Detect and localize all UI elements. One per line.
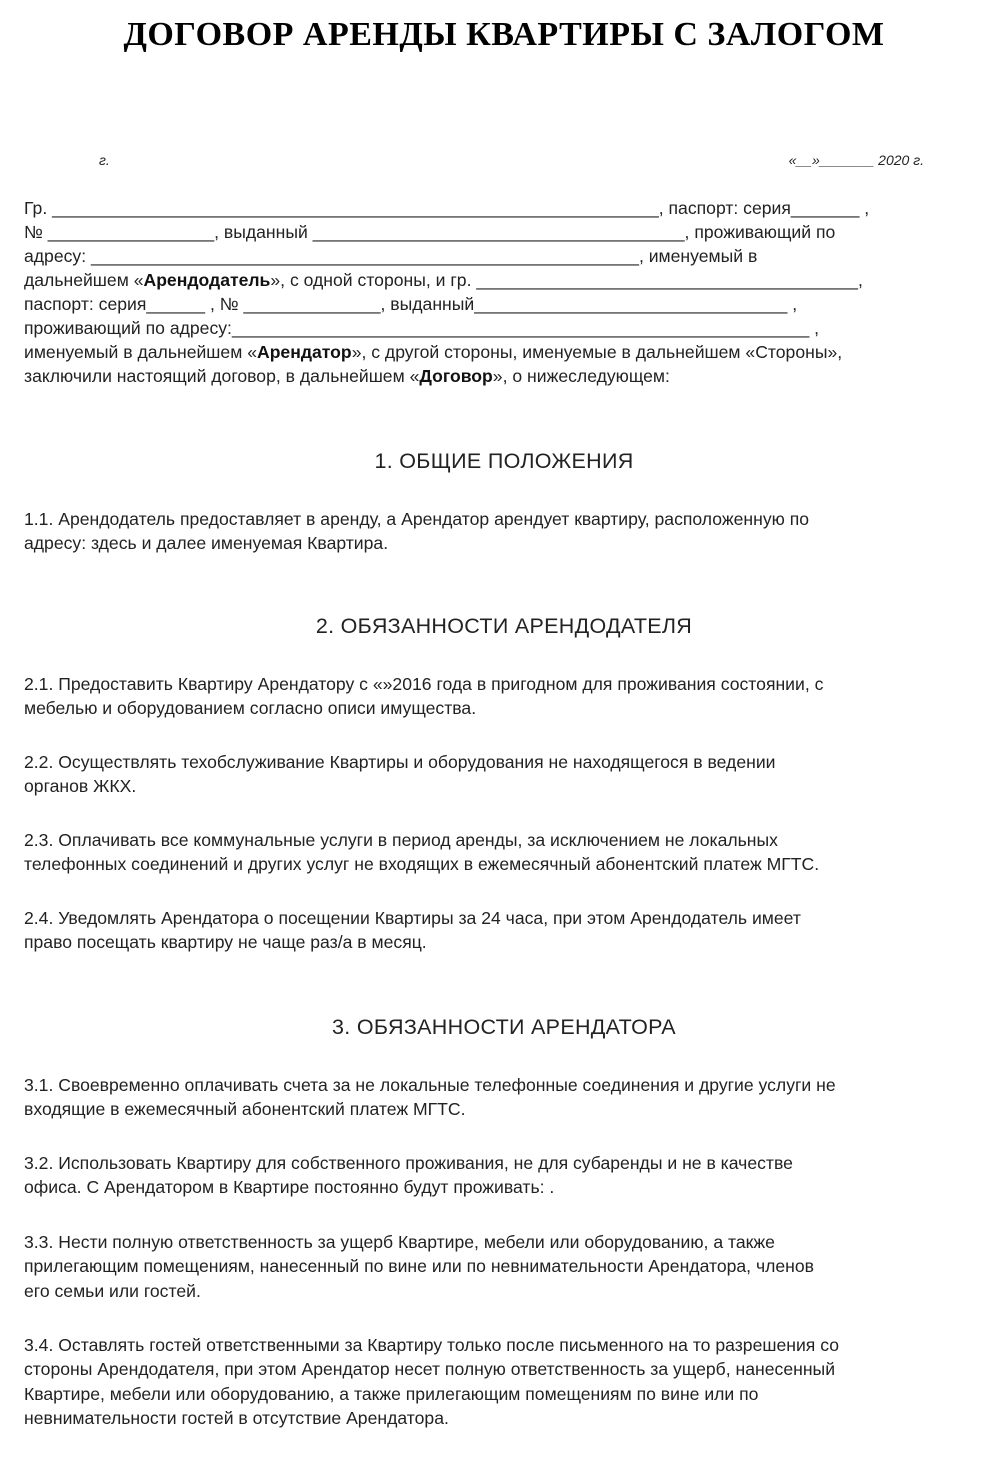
text-segment: дальнейшем « [24, 270, 144, 290]
clause-line: Квартире, мебели или оборудованию, а также прилегающим помещениям по вине или по [24, 1383, 759, 1404]
clause-3-4 [24, 1333, 994, 1430]
clause-line: адресу: здесь и далее именуемая Квартира. [24, 533, 389, 554]
parties-line [24, 268, 992, 292]
clause-3-1 [24, 1073, 994, 1122]
clause-line: офиса. С Арендатором в Квартире постоянно будут проживать: . [24, 1177, 555, 1198]
parties-line: Гр. ______________________________________________________________, паспорт: серия_______ , [24, 198, 870, 218]
clause-line: прилегающим помещениям, нанесенный по вине или по невнимательности Арендатора, членов [24, 1256, 815, 1277]
clause-line: 3.2. Использовать Квартиру для собственного проживания, не для субаренды и не в качестве [24, 1153, 793, 1173]
clause-line: невнимательности гостей в отсутствие Арендатора. [24, 1407, 449, 1428]
clause-2-1 [24, 672, 994, 721]
clause-line: 1.1. Арендодатель предоставляет в аренду, а Арендатор арендует квартиру, расположенную по [24, 509, 810, 529]
clause-line: стороны Арендодателя, при этом Арендатор несет полную ответственность за ущерб, нанесенный [24, 1359, 836, 1380]
contract-term: Договор [419, 366, 493, 386]
clause-2-2 [24, 750, 994, 799]
tenant-term: Арендатор [256, 342, 352, 362]
section-heading-landlord-duties: 2. ОБЯЗАННОСТИ АРЕНДОДАТЕЛЯ [315, 614, 693, 638]
text-segment: », с одной стороны, и гр. _______________________________________, [270, 270, 863, 290]
clause-line: органов ЖКХ. [24, 776, 137, 797]
clause-line: 2.1. Предоставить Квартиру Арендатору с «»2016 года в пригодном для проживания состоянии, с [24, 674, 824, 694]
parties-line [24, 364, 992, 388]
place-field: г. [99, 152, 110, 168]
clause-line: телефонных соединений и других услуг не входящих в ежемесячный абонентский платеж МГТС. [24, 854, 820, 875]
section-heading-general: 1. ОБЩИЕ ПОЛОЖЕНИЯ [374, 449, 634, 473]
clause-3-2 [24, 1151, 994, 1200]
parties-line [24, 340, 992, 364]
date-field: «__»_______ 2020 г. [788, 152, 924, 168]
clause-line: 3.3. Нести полную ответственность за ущерб Квартире, мебели или оборудованию, а также [24, 1232, 775, 1252]
document-title: ДОГОВОР АРЕНДЫ КВАРТИРЫ С ЗАЛОГОМ [123, 16, 885, 53]
clause-line: 3.1. Своевременно оплачивать счета за не локальные телефонные соединения и другие услуги не [24, 1075, 836, 1095]
clause-3-3 [24, 1230, 994, 1303]
clause-line: 2.3. Оплачивать все коммунальные услуги в период аренды, за исключением не локальных [24, 830, 778, 850]
clause-line: 3.4. Оставлять гостей ответственными за Квартиру только после письменного на то разрешения со [24, 1335, 839, 1355]
clause-line: 2.4. Уведомлять Арендатора о посещении Квартиры за 24 часа, при этом Арендодатель имеет [24, 908, 801, 928]
text-segment: именуемый в дальнейшем « [24, 342, 257, 362]
clause-line: входящие в ежемесячный абонентский платеж МГТС. [24, 1099, 466, 1120]
clause-line: право посещать квартиру не чаще раз/а в месяц. [24, 932, 427, 953]
clause-1-1 [24, 507, 994, 556]
clause-line: мебелью и оборудованием согласно описи имущества. [24, 698, 477, 719]
section-heading-tenant-duties: 3. ОБЯЗАННОСТИ АРЕНДАТОРА [332, 1015, 676, 1039]
parties-line: № _________________, выданный ______________________________________, проживающий по [24, 222, 836, 242]
text-segment: заключили настоящий договор, в дальнейшем « [24, 366, 420, 386]
clause-line: 2.2. Осуществлять техобслуживание Квартиры и оборудования не находящегося в ведении [24, 752, 776, 772]
parties-paragraph [24, 196, 992, 388]
parties-line: проживающий по адресу:___________________________________________________________ , [24, 318, 820, 338]
parties-line: адресу: ________________________________________________________, именуемый в [24, 246, 758, 266]
landlord-term: Арендодатель [143, 270, 271, 290]
clause-2-3 [24, 828, 994, 877]
clause-line: его семьи или гостей. [24, 1280, 201, 1301]
text-segment: », с другой стороны, именуемые в дальнейшем «Стороны», [351, 342, 843, 362]
text-segment: », о нижеследующем: [492, 366, 670, 386]
clause-2-4 [24, 906, 994, 955]
parties-line: паспорт: серия______ , № ______________, выданный________________________________ , [24, 294, 798, 314]
